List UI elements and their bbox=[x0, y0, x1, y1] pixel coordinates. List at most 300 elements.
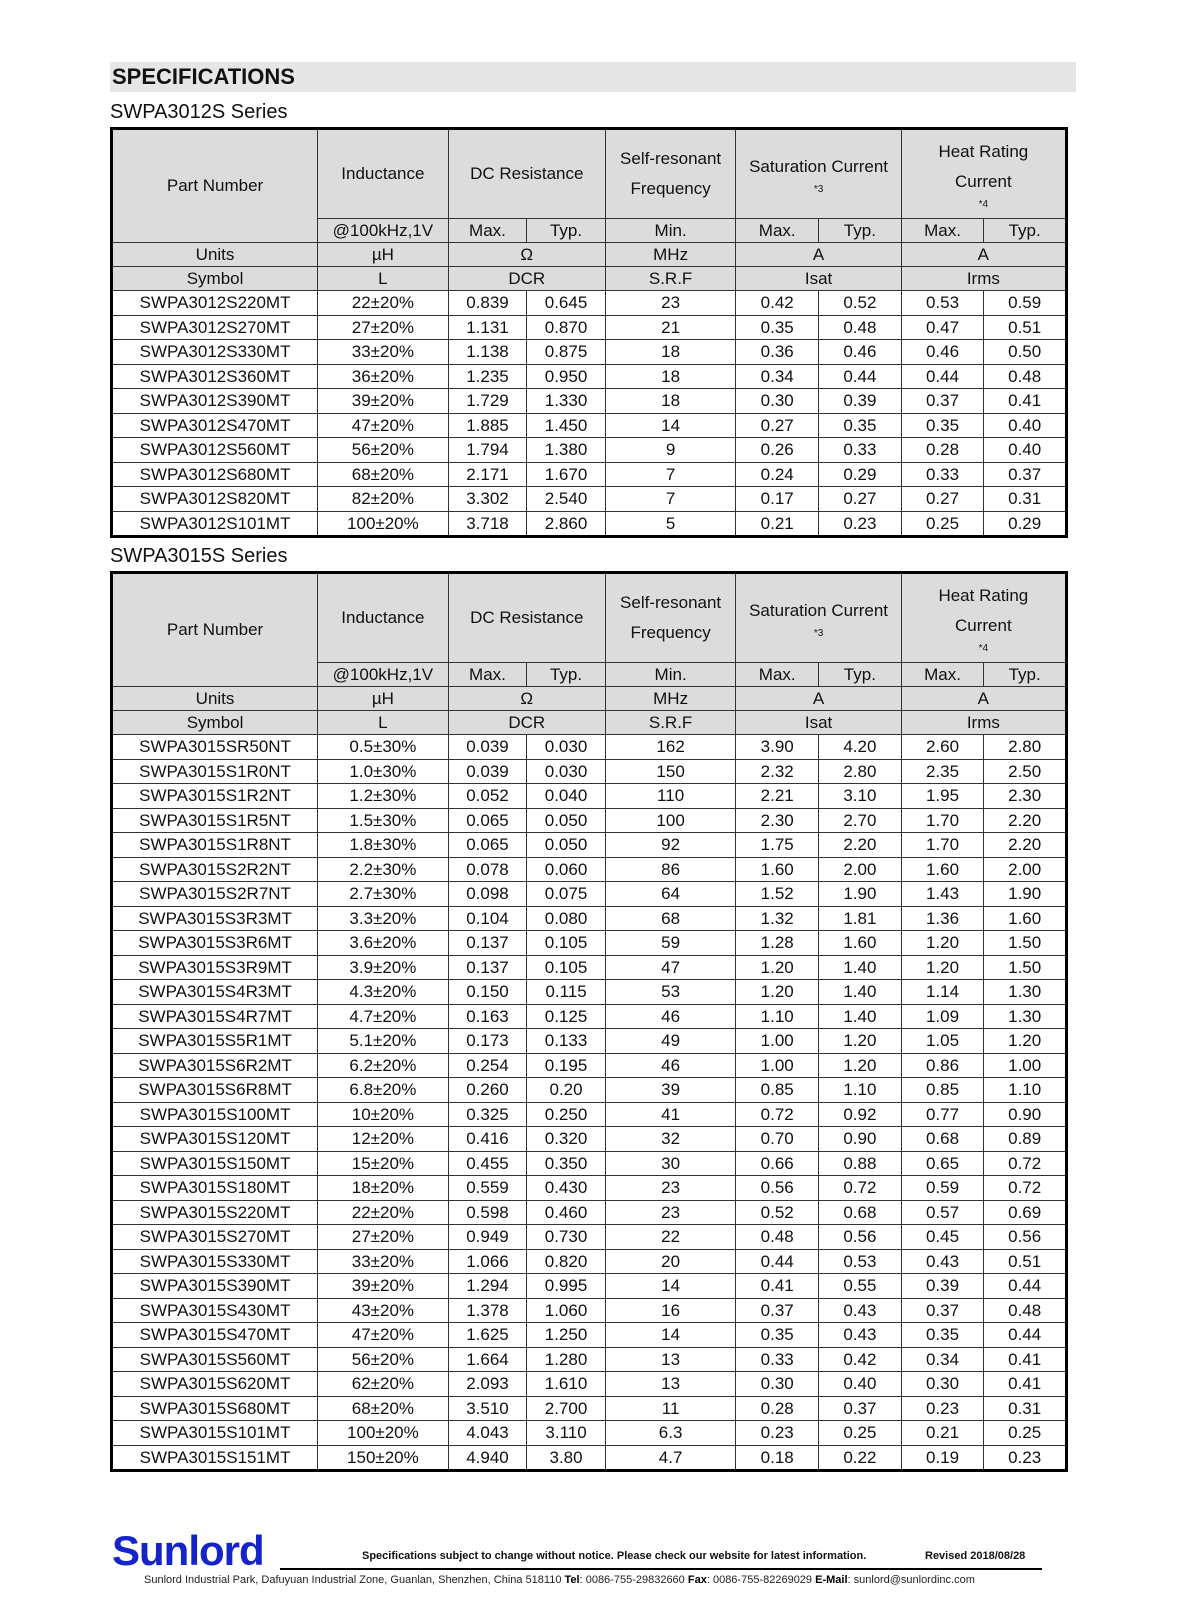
srf-line2: Frequency bbox=[630, 623, 711, 642]
isat-max-cell: 2.21 bbox=[736, 784, 819, 809]
irms-max-cell: 1.05 bbox=[901, 1029, 984, 1054]
srf-cell: 5 bbox=[605, 511, 736, 537]
col-header-sat-current bbox=[736, 129, 901, 219]
table-row bbox=[112, 1151, 1067, 1176]
irms-max-cell: 1.95 bbox=[901, 784, 984, 809]
irms-max-cell: 0.34 bbox=[901, 1347, 984, 1372]
address-text: Sunlord Industrial Park, Dafuyuan Industrial Zone, Guanlan, Shenzhen, China 518110 bbox=[144, 1574, 562, 1586]
dcr-typ-cell: 1.060 bbox=[527, 1298, 606, 1323]
dcr-typ-cell: 0.133 bbox=[527, 1029, 606, 1054]
dcr-max-cell: 0.078 bbox=[448, 857, 527, 882]
irms-max-cell: 2.60 bbox=[901, 735, 984, 760]
inductance-cell: 3.3±20% bbox=[318, 906, 449, 931]
part-number-cell: SWPA3012S220MT bbox=[112, 291, 318, 316]
srf-cell: 32 bbox=[605, 1127, 736, 1152]
isat-typ-cell: 2.20 bbox=[819, 833, 902, 858]
irms-max-cell: 0.65 bbox=[901, 1151, 984, 1176]
srf-cell: 22 bbox=[605, 1225, 736, 1250]
dcr-typ-cell: 0.115 bbox=[527, 980, 606, 1005]
footer-disclaimer: Specifications subject to change without notice. Please check our website for latest information. bbox=[362, 1550, 867, 1562]
isat-typ-cell: 0.53 bbox=[819, 1249, 902, 1274]
srf-cell: 16 bbox=[605, 1298, 736, 1323]
irms-max-cell: 2.35 bbox=[901, 759, 984, 784]
isat-max-cell: 0.35 bbox=[736, 1323, 819, 1348]
part-number-cell: SWPA3012S680MT bbox=[112, 462, 318, 487]
srf-cell: 7 bbox=[605, 462, 736, 487]
srf-cell: 64 bbox=[605, 882, 736, 907]
inductance-cell: 6.2±20% bbox=[318, 1053, 449, 1078]
isat-typ-cell: 1.20 bbox=[819, 1029, 902, 1054]
srf-cell: 53 bbox=[605, 980, 736, 1005]
isat-max: Max. bbox=[736, 663, 819, 687]
dcr-typ-cell: 1.250 bbox=[527, 1323, 606, 1348]
isat-max-cell: 0.48 bbox=[736, 1225, 819, 1250]
dcr-typ-cell: 0.050 bbox=[527, 833, 606, 858]
irms-typ-cell: 0.50 bbox=[984, 340, 1067, 365]
table-row bbox=[112, 315, 1067, 340]
srf-line2: Frequency bbox=[630, 179, 711, 198]
srf-cell: 23 bbox=[605, 291, 736, 316]
table-row bbox=[112, 1372, 1067, 1397]
dcr-typ-cell: 0.875 bbox=[527, 340, 606, 365]
irms-typ-cell: 0.48 bbox=[984, 364, 1067, 389]
srf-cell: 23 bbox=[605, 1176, 736, 1201]
dcr-typ-cell: 1.380 bbox=[527, 438, 606, 463]
isat-max-cell: 0.41 bbox=[736, 1274, 819, 1299]
isat-max-cell: 0.28 bbox=[736, 1396, 819, 1421]
table-row bbox=[112, 413, 1067, 438]
srf-cell: 86 bbox=[605, 857, 736, 882]
irms-typ-cell: 1.50 bbox=[984, 931, 1067, 956]
irms-max-cell: 0.37 bbox=[901, 389, 984, 414]
spec-table-3015 bbox=[110, 571, 1068, 1472]
dcr-max-cell: 0.416 bbox=[448, 1127, 527, 1152]
irms-typ-cell: 2.20 bbox=[984, 808, 1067, 833]
part-number-cell: SWPA3015S3R6MT bbox=[112, 931, 318, 956]
isat-max-cell: 0.27 bbox=[736, 413, 819, 438]
irms-typ-cell: 0.40 bbox=[984, 413, 1067, 438]
inductance-cell: 100±20% bbox=[318, 511, 449, 537]
unit-inductance: µH bbox=[318, 243, 449, 267]
unit-isat: A bbox=[736, 687, 901, 711]
isat-typ-cell: 3.10 bbox=[819, 784, 902, 809]
part-number-cell: SWPA3015S6R8MT bbox=[112, 1078, 318, 1103]
isat-typ-cell: 0.25 bbox=[819, 1421, 902, 1446]
inductance-cell: 43±20% bbox=[318, 1298, 449, 1323]
srf-min: Min. bbox=[605, 219, 736, 243]
isat-typ-cell: 0.43 bbox=[819, 1323, 902, 1348]
irms-typ-cell: 2.00 bbox=[984, 857, 1067, 882]
inductance-cell: 6.8±20% bbox=[318, 1078, 449, 1103]
irms-max-cell: 0.19 bbox=[901, 1445, 984, 1471]
part-number-cell: SWPA3015S1R0NT bbox=[112, 759, 318, 784]
fax-value: : 0086-755-82269029 bbox=[706, 1574, 813, 1586]
isat-max-cell: 2.32 bbox=[736, 759, 819, 784]
irms-max-cell: 0.47 bbox=[901, 315, 984, 340]
isat-typ-cell: 0.40 bbox=[819, 1372, 902, 1397]
irms-max-cell: 0.59 bbox=[901, 1176, 984, 1201]
irms-max-cell: 0.33 bbox=[901, 462, 984, 487]
irms-max-cell: 1.20 bbox=[901, 955, 984, 980]
part-number-cell: SWPA3015S390MT bbox=[112, 1274, 318, 1299]
dcr-max-cell: 4.043 bbox=[448, 1421, 527, 1446]
dcr-typ-cell: 0.320 bbox=[527, 1127, 606, 1152]
inductance-cell: 47±20% bbox=[318, 1323, 449, 1348]
srf-cell: 6.3 bbox=[605, 1421, 736, 1446]
isat-max-cell: 0.24 bbox=[736, 462, 819, 487]
part-number-cell: SWPA3012S390MT bbox=[112, 389, 318, 414]
irms-max: Max. bbox=[901, 219, 984, 243]
isat-max-cell: 0.44 bbox=[736, 1249, 819, 1274]
irms-max-cell: 0.86 bbox=[901, 1053, 984, 1078]
col-header-heat-current bbox=[901, 129, 1066, 219]
srf-cell: 11 bbox=[605, 1396, 736, 1421]
irms-max-cell: 0.45 bbox=[901, 1225, 984, 1250]
irms-typ-cell: 0.41 bbox=[984, 1372, 1067, 1397]
table-row bbox=[112, 857, 1067, 882]
table-row bbox=[112, 759, 1067, 784]
symbol-srf: S.R.F bbox=[605, 267, 736, 291]
dcr-typ-cell: 3.80 bbox=[527, 1445, 606, 1471]
irms-typ-cell: 1.30 bbox=[984, 1004, 1067, 1029]
isat-typ-cell: 0.52 bbox=[819, 291, 902, 316]
irms-typ-cell: 0.56 bbox=[984, 1225, 1067, 1250]
irms-typ-cell: 1.90 bbox=[984, 882, 1067, 907]
heat-line1: Heat Rating bbox=[938, 142, 1029, 161]
table-row bbox=[112, 1029, 1067, 1054]
isat-typ-cell: 0.29 bbox=[819, 462, 902, 487]
units-row bbox=[112, 687, 1067, 711]
table-row bbox=[112, 1078, 1067, 1103]
dcr-typ-cell: 0.820 bbox=[527, 1249, 606, 1274]
inductance-cell: 62±20% bbox=[318, 1372, 449, 1397]
isat-typ-cell: 0.22 bbox=[819, 1445, 902, 1471]
tel-label: Tel bbox=[564, 1574, 580, 1586]
part-number-cell: SWPA3015S4R3MT bbox=[112, 980, 318, 1005]
isat-max-cell: 1.00 bbox=[736, 1029, 819, 1054]
symbol-srf: S.R.F bbox=[605, 711, 736, 735]
isat-typ-cell: 1.40 bbox=[819, 955, 902, 980]
isat-typ-cell: 0.92 bbox=[819, 1102, 902, 1127]
isat-typ-cell: 1.40 bbox=[819, 980, 902, 1005]
fax-label: Fax bbox=[687, 1574, 707, 1586]
dcr-max-cell: 1.294 bbox=[448, 1274, 527, 1299]
symbol-irms: Irms bbox=[901, 267, 1066, 291]
dcr-max-cell: 0.455 bbox=[448, 1151, 527, 1176]
dcr-max-cell: 3.510 bbox=[448, 1396, 527, 1421]
part-number-cell: SWPA3012S330MT bbox=[112, 340, 318, 365]
irms-typ-cell: 1.30 bbox=[984, 980, 1067, 1005]
dcr-typ-cell: 0.645 bbox=[527, 291, 606, 316]
irms-max-cell: 0.77 bbox=[901, 1102, 984, 1127]
unit-dcr: Ω bbox=[448, 243, 605, 267]
irms-typ-cell: 0.44 bbox=[984, 1323, 1067, 1348]
dcr-max-cell: 1.131 bbox=[448, 315, 527, 340]
isat-max-cell: 0.85 bbox=[736, 1078, 819, 1103]
unit-srf: MHz bbox=[605, 687, 736, 711]
email-value: : sunlord@sunlordinc.com bbox=[847, 1574, 975, 1586]
inductance-cell: 33±20% bbox=[318, 340, 449, 365]
part-number-cell: SWPA3015S330MT bbox=[112, 1249, 318, 1274]
irms-typ-cell: 0.44 bbox=[984, 1274, 1067, 1299]
dcr-max-cell: 0.163 bbox=[448, 1004, 527, 1029]
part-number-cell: SWPA3015S220MT bbox=[112, 1200, 318, 1225]
col-header-heat-current bbox=[901, 573, 1066, 663]
table-row bbox=[112, 340, 1067, 365]
dcr-typ-cell: 0.075 bbox=[527, 882, 606, 907]
isat-typ-cell: 0.37 bbox=[819, 1396, 902, 1421]
table-row bbox=[112, 955, 1067, 980]
units-row bbox=[112, 243, 1067, 267]
unit-isat: A bbox=[736, 243, 901, 267]
dcr-max-cell: 1.625 bbox=[448, 1323, 527, 1348]
dcr-max-cell: 1.885 bbox=[448, 413, 527, 438]
isat-typ-cell: 1.10 bbox=[819, 1078, 902, 1103]
table-row bbox=[112, 931, 1067, 956]
inductance-cell: 47±20% bbox=[318, 413, 449, 438]
inductance-cell: 2.7±30% bbox=[318, 882, 449, 907]
header-row bbox=[112, 573, 1067, 663]
inductance-cell: 1.0±30% bbox=[318, 759, 449, 784]
dcr-max-cell: 0.559 bbox=[448, 1176, 527, 1201]
dcr-max-cell: 0.839 bbox=[448, 291, 527, 316]
irms-typ-cell: 0.48 bbox=[984, 1298, 1067, 1323]
inductance-cell: 100±20% bbox=[318, 1421, 449, 1446]
dcr-max-cell: 0.260 bbox=[448, 1078, 527, 1103]
table-row bbox=[112, 1225, 1067, 1250]
irms-typ-cell: 2.20 bbox=[984, 833, 1067, 858]
tel-value: : 0086-755-29832660 bbox=[579, 1574, 685, 1586]
dcr-typ: Typ. bbox=[527, 219, 606, 243]
isat-typ-cell: 1.20 bbox=[819, 1053, 902, 1078]
isat-max-cell: 0.17 bbox=[736, 487, 819, 512]
symbol-label: Symbol bbox=[112, 267, 318, 291]
isat-max-cell: 0.18 bbox=[736, 1445, 819, 1471]
irms-typ: Typ. bbox=[984, 219, 1067, 243]
dcr-max-cell: 0.325 bbox=[448, 1102, 527, 1127]
dcr-typ-cell: 0.050 bbox=[527, 808, 606, 833]
srf-cell: 20 bbox=[605, 1249, 736, 1274]
dcr-max-cell: 0.254 bbox=[448, 1053, 527, 1078]
sat-label: Saturation Current bbox=[749, 601, 888, 620]
part-number-cell: SWPA3015S680MT bbox=[112, 1396, 318, 1421]
irms-typ-cell: 0.41 bbox=[984, 389, 1067, 414]
srf-cell: 49 bbox=[605, 1029, 736, 1054]
dcr-max-cell: 0.039 bbox=[448, 735, 527, 760]
symbol-isat: Isat bbox=[736, 711, 901, 735]
srf-cell: 92 bbox=[605, 833, 736, 858]
isat-max-cell: 2.30 bbox=[736, 808, 819, 833]
irms-max-cell: 1.60 bbox=[901, 857, 984, 882]
srf-cell: 59 bbox=[605, 931, 736, 956]
dcr-max-cell: 3.718 bbox=[448, 511, 527, 537]
header-row bbox=[112, 129, 1067, 219]
symbol-dcr: DCR bbox=[448, 267, 605, 291]
symbol-row bbox=[112, 711, 1067, 735]
part-number-cell: SWPA3015S1R8NT bbox=[112, 833, 318, 858]
irms-typ-cell: 0.72 bbox=[984, 1176, 1067, 1201]
col-header-part-number: Part Number bbox=[112, 129, 318, 243]
irms-max-cell: 1.14 bbox=[901, 980, 984, 1005]
col-header-dc-resistance: DC Resistance bbox=[448, 573, 605, 663]
part-number-cell: SWPA3015S3R9MT bbox=[112, 955, 318, 980]
srf-cell: 41 bbox=[605, 1102, 736, 1127]
srf-cell: 18 bbox=[605, 340, 736, 365]
dcr-max-cell: 0.150 bbox=[448, 980, 527, 1005]
col-header-srf bbox=[605, 129, 736, 219]
inductance-cell: 5.1±20% bbox=[318, 1029, 449, 1054]
part-number-cell: SWPA3015S151MT bbox=[112, 1445, 318, 1471]
table-row bbox=[112, 1323, 1067, 1348]
irms-typ-cell: 2.30 bbox=[984, 784, 1067, 809]
table-row bbox=[112, 389, 1067, 414]
dcr-max: Max. bbox=[448, 663, 527, 687]
isat-max-cell: 1.52 bbox=[736, 882, 819, 907]
dcr-max-cell: 0.173 bbox=[448, 1029, 527, 1054]
isat-typ-cell: 0.43 bbox=[819, 1298, 902, 1323]
isat-max-cell: 1.60 bbox=[736, 857, 819, 882]
inductance-cell: 1.2±30% bbox=[318, 784, 449, 809]
inductance-cell: 0.5±30% bbox=[318, 735, 449, 760]
part-number-cell: SWPA3015S4R7MT bbox=[112, 1004, 318, 1029]
inductance-cell: 56±20% bbox=[318, 1347, 449, 1372]
sat-label: Saturation Current bbox=[749, 157, 888, 176]
irms-max-cell: 0.44 bbox=[901, 364, 984, 389]
irms-typ-cell: 0.40 bbox=[984, 438, 1067, 463]
isat-max-cell: 0.30 bbox=[736, 1372, 819, 1397]
isat-typ-cell: 2.70 bbox=[819, 808, 902, 833]
table-row bbox=[112, 1298, 1067, 1323]
irms-max-cell: 0.21 bbox=[901, 1421, 984, 1446]
irms-max-cell: 0.37 bbox=[901, 1298, 984, 1323]
srf-cell: 23 bbox=[605, 1200, 736, 1225]
table-row bbox=[112, 1200, 1067, 1225]
unit-dcr: Ω bbox=[448, 687, 605, 711]
dcr-max-cell: 2.093 bbox=[448, 1372, 527, 1397]
part-number-cell: SWPA3015S2R2NT bbox=[112, 857, 318, 882]
section-title: SPECIFICATIONS bbox=[112, 64, 295, 89]
isat-typ-cell: 0.56 bbox=[819, 1225, 902, 1250]
srf-cell: 110 bbox=[605, 784, 736, 809]
part-number-cell: SWPA3015S101MT bbox=[112, 1421, 318, 1446]
part-number-cell: SWPA3012S270MT bbox=[112, 315, 318, 340]
symbol-irms: Irms bbox=[901, 711, 1066, 735]
isat-max-cell: 0.42 bbox=[736, 291, 819, 316]
dcr-max-cell: 1.378 bbox=[448, 1298, 527, 1323]
srf-cell: 14 bbox=[605, 413, 736, 438]
inductance-cell: 18±20% bbox=[318, 1176, 449, 1201]
dcr-typ-cell: 1.670 bbox=[527, 462, 606, 487]
sat-note: *3 bbox=[813, 628, 824, 639]
irms-typ-cell: 1.10 bbox=[984, 1078, 1067, 1103]
dcr-typ-cell: 1.610 bbox=[527, 1372, 606, 1397]
footer-rule bbox=[280, 1568, 1042, 1570]
irms-max-cell: 1.70 bbox=[901, 808, 984, 833]
srf-cell: 46 bbox=[605, 1053, 736, 1078]
irms-max-cell: 0.35 bbox=[901, 413, 984, 438]
isat-typ-cell: 0.48 bbox=[819, 315, 902, 340]
isat-typ-cell: 0.90 bbox=[819, 1127, 902, 1152]
irms-max-cell: 0.68 bbox=[901, 1127, 984, 1152]
isat-typ-cell: 0.27 bbox=[819, 487, 902, 512]
part-number-cell: SWPA3012S560MT bbox=[112, 438, 318, 463]
srf-min: Min. bbox=[605, 663, 736, 687]
irms-typ-cell: 0.31 bbox=[984, 1396, 1067, 1421]
table-row bbox=[112, 1274, 1067, 1299]
dcr-typ-cell: 0.060 bbox=[527, 857, 606, 882]
part-number-cell: SWPA3012S360MT bbox=[112, 364, 318, 389]
dcr-typ-cell: 0.250 bbox=[527, 1102, 606, 1127]
irms-typ-cell: 0.69 bbox=[984, 1200, 1067, 1225]
srf-line1: Self-resonant bbox=[620, 593, 722, 612]
table-row bbox=[112, 1176, 1067, 1201]
table-row bbox=[112, 808, 1067, 833]
part-number-cell: SWPA3015S470MT bbox=[112, 1323, 318, 1348]
symbol-inductance: L bbox=[318, 711, 449, 735]
irms-typ-cell: 0.23 bbox=[984, 1445, 1067, 1471]
irms-typ-cell: 0.59 bbox=[984, 291, 1067, 316]
dcr-max: Max. bbox=[448, 219, 527, 243]
dcr-typ-cell: 0.195 bbox=[527, 1053, 606, 1078]
isat-max-cell: 0.37 bbox=[736, 1298, 819, 1323]
isat-typ-cell: 0.35 bbox=[819, 413, 902, 438]
irms-typ-cell: 2.80 bbox=[984, 735, 1067, 760]
srf-cell: 150 bbox=[605, 759, 736, 784]
unit-irms: A bbox=[901, 687, 1066, 711]
irms-max-cell: 0.25 bbox=[901, 511, 984, 537]
isat-max-cell: 1.10 bbox=[736, 1004, 819, 1029]
isat-max-cell: 0.34 bbox=[736, 364, 819, 389]
isat-typ-cell: 0.23 bbox=[819, 511, 902, 537]
dcr-max-cell: 1.066 bbox=[448, 1249, 527, 1274]
dcr-max-cell: 0.949 bbox=[448, 1225, 527, 1250]
isat-typ-cell: 1.40 bbox=[819, 1004, 902, 1029]
isat-max-cell: 1.20 bbox=[736, 980, 819, 1005]
isat-typ-cell: 4.20 bbox=[819, 735, 902, 760]
inductance-cell: 27±20% bbox=[318, 315, 449, 340]
srf-cell: 14 bbox=[605, 1274, 736, 1299]
isat-max-cell: 0.35 bbox=[736, 315, 819, 340]
inductance-cell: 4.7±20% bbox=[318, 1004, 449, 1029]
irms-typ-cell: 1.60 bbox=[984, 906, 1067, 931]
table-row bbox=[112, 833, 1067, 858]
inductance-cell: 4.3±20% bbox=[318, 980, 449, 1005]
units-label: Units bbox=[112, 243, 318, 267]
srf-cell: 47 bbox=[605, 955, 736, 980]
dcr-max-cell: 0.598 bbox=[448, 1200, 527, 1225]
table-row bbox=[112, 1127, 1067, 1152]
isat-max-cell: 0.23 bbox=[736, 1421, 819, 1446]
dcr-max-cell: 0.104 bbox=[448, 906, 527, 931]
irms-max-cell: 0.43 bbox=[901, 1249, 984, 1274]
col-header-inductance: Inductance bbox=[318, 129, 449, 219]
irms-max-cell: 0.53 bbox=[901, 291, 984, 316]
table-row bbox=[112, 511, 1067, 537]
dcr-max-cell: 4.940 bbox=[448, 1445, 527, 1471]
irms-typ-cell: 1.50 bbox=[984, 955, 1067, 980]
heat-line2: Current bbox=[955, 172, 1012, 191]
table-row bbox=[112, 1421, 1067, 1446]
heat-line2: Current bbox=[955, 616, 1012, 635]
table-row bbox=[112, 1347, 1067, 1372]
irms-max-cell: 1.36 bbox=[901, 906, 984, 931]
dcr-typ-cell: 2.860 bbox=[527, 511, 606, 537]
isat-typ: Typ. bbox=[819, 219, 902, 243]
dcr-typ-cell: 1.330 bbox=[527, 389, 606, 414]
inductance-cell: 15±20% bbox=[318, 1151, 449, 1176]
srf-cell: 9 bbox=[605, 438, 736, 463]
part-number-cell: SWPA3015S6R2MT bbox=[112, 1053, 318, 1078]
